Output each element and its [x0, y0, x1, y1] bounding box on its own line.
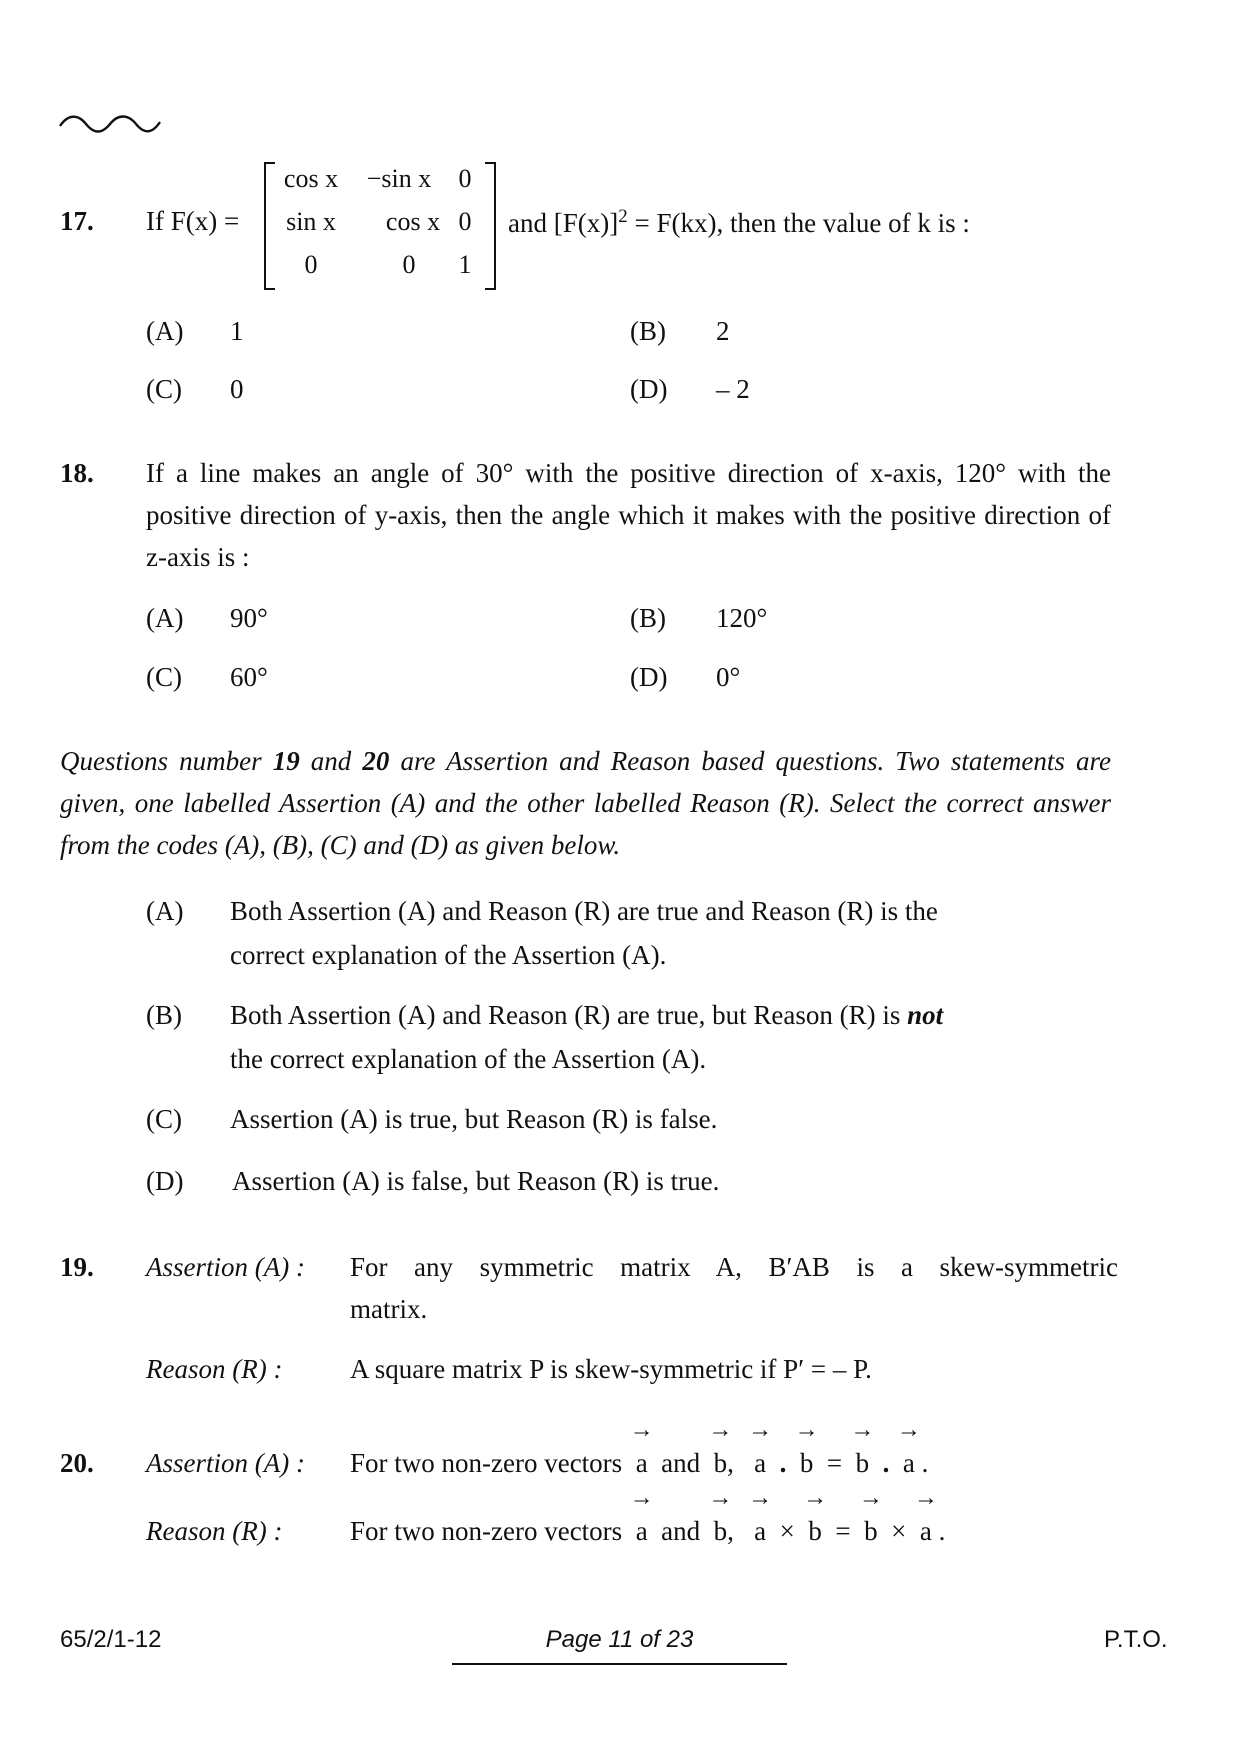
- paper-code: 65/2/1-12: [60, 1626, 162, 1653]
- instruction-text: are Assertion and Reason based questions. Two statements are given, one labelled Assertion (A) and the other labelled Reason (R). Select the correct answer from the codes (A), (B), (C) and (D) as given below.: [60, 746, 1111, 860]
- vector-letter: b: [808, 1516, 822, 1546]
- code-label: (C): [146, 1104, 182, 1134]
- vector-letter: b: [864, 1516, 878, 1546]
- reason-text: [350, 1485, 946, 1547]
- assertion-reason-instructions: [60, 740, 1111, 866]
- and-word: and: [661, 1516, 701, 1546]
- vector-arrow: →: [748, 1485, 773, 1511]
- question-suffix: [508, 206, 970, 239]
- assertion-text: matrix.: [350, 1294, 428, 1324]
- option-value: 0°: [716, 662, 741, 692]
- code-label: (D): [146, 1166, 184, 1196]
- and-word: and: [661, 1448, 701, 1478]
- suffix-text: and [F(x)]: [508, 208, 619, 238]
- option-value: 2: [716, 316, 730, 346]
- page-number: Page 11 of 23: [545, 1626, 694, 1653]
- period: .: [938, 1516, 946, 1546]
- code-text: Assertion (A) is false, but Reason (R) is true.: [232, 1166, 720, 1196]
- assertion-label: Assertion (A) :: [146, 1252, 305, 1282]
- vector-arrow: →: [748, 1417, 773, 1443]
- code-label: (B): [146, 1000, 182, 1030]
- vector-arrow: →: [794, 1417, 819, 1443]
- vector-arrow: →: [629, 1485, 654, 1511]
- vector-letter: a: [754, 1516, 767, 1546]
- vector-letter: a: [919, 1516, 932, 1546]
- question-number: 18.: [60, 458, 94, 488]
- option-label: (A): [146, 603, 184, 633]
- code-text: correct explanation of the Assertion (A).: [230, 940, 667, 970]
- vector-letter: b: [713, 1448, 728, 1478]
- period: .: [921, 1448, 929, 1478]
- vector-arrow: →: [708, 1485, 733, 1511]
- vector-a: [913, 1485, 938, 1547]
- assertion-text: [350, 1417, 929, 1479]
- code-text: Assertion (A) is true, but Reason (R) is false.: [230, 1104, 718, 1134]
- vector-a: [629, 1485, 654, 1547]
- matrix-cell: 0: [458, 207, 472, 236]
- option-label: (C): [146, 662, 182, 692]
- vector-b: [803, 1485, 828, 1547]
- matrix-right-bracket: [485, 162, 496, 290]
- code-text-part: Both Assertion (A) and Reason (R) are true, but Reason (R) is: [230, 1000, 908, 1030]
- page-number-underline: [452, 1663, 787, 1665]
- vector-b: [708, 1417, 733, 1479]
- vector-arrow: →: [896, 1417, 921, 1443]
- vector-a: [748, 1417, 773, 1479]
- comma: ,: [727, 1516, 734, 1546]
- dot-operator: .: [779, 1448, 787, 1478]
- vector-arrow: →: [629, 1417, 654, 1443]
- assertion-text: For any symmetric matrix A, B′AB is a skew-symmetric: [350, 1252, 1118, 1282]
- matrix-f-x: [264, 162, 496, 286]
- vector-letter: b: [713, 1516, 728, 1546]
- code-emphasis: not: [907, 1000, 944, 1030]
- vector-arrow: →: [913, 1485, 938, 1511]
- option-label: (A): [146, 316, 184, 346]
- pto-marker: P.T.O.: [1104, 1626, 1168, 1653]
- suffix-text: = F(kx), then the value of k is :: [627, 208, 970, 238]
- option-label: (D): [630, 662, 668, 692]
- equals-sign: =: [826, 1448, 843, 1478]
- code-label: (A): [146, 896, 184, 926]
- option-label: (B): [630, 603, 666, 633]
- option-value: 0: [230, 374, 244, 404]
- vector-letter: a: [635, 1516, 648, 1546]
- vector-a: [748, 1485, 773, 1547]
- vector-a: [629, 1417, 654, 1479]
- question-prefix: If F(x) =: [146, 206, 240, 236]
- vector-letter: a: [754, 1448, 767, 1478]
- option-value: 90°: [230, 603, 268, 633]
- matrix-cell: cos x: [385, 207, 441, 236]
- vector-arrow: →: [708, 1417, 733, 1443]
- question-number: 17.: [60, 206, 94, 236]
- option-label: (D): [630, 374, 668, 404]
- code-text: the correct explanation of the Assertion (A).: [230, 1044, 707, 1074]
- option-label: (C): [146, 374, 182, 404]
- cross-operator: ×: [779, 1516, 795, 1546]
- vector-arrow: →: [858, 1485, 883, 1511]
- vector-a: [896, 1417, 921, 1479]
- assertion-prefix: For two non-zero vectors: [350, 1448, 623, 1478]
- vector-arrow: →: [850, 1417, 875, 1443]
- matrix-cell: sin x: [286, 207, 336, 236]
- vector-letter: a: [635, 1448, 648, 1478]
- matrix-cell: 0: [402, 250, 416, 279]
- question-number: 20.: [60, 1448, 94, 1478]
- reason-prefix: For two non-zero vectors: [350, 1516, 623, 1546]
- instruction-bold-number: 19: [272, 746, 300, 776]
- matrix-cell: 0: [458, 164, 472, 193]
- comma: ,: [727, 1448, 734, 1478]
- matrix-left-bracket: [264, 162, 275, 290]
- instruction-bold-number: 20: [362, 746, 390, 776]
- question-text: If a line makes an angle of 30° with the positive direction of x-axis, 120° with the positive direction of y-axis, then the angle which it makes with the positive direction of z-axis is :: [146, 458, 1111, 572]
- instruction-text: and: [299, 746, 363, 776]
- cross-operator: ×: [891, 1516, 907, 1546]
- dot-operator: .: [882, 1448, 890, 1478]
- matrix-cell: 1: [458, 250, 472, 279]
- reason-label: Reason (R) :: [146, 1516, 283, 1546]
- wavy-mark-icon: [58, 112, 162, 136]
- option-value: – 2: [716, 374, 750, 404]
- reason-label: Reason (R) :: [146, 1354, 283, 1384]
- option-value: 1: [230, 316, 244, 346]
- assertion-label: Assertion (A) :: [146, 1448, 305, 1478]
- vector-letter: b: [799, 1448, 814, 1478]
- vector-letter: a: [902, 1448, 915, 1478]
- code-text: Both Assertion (A) and Reason (R) are true and Reason (R) is the: [230, 896, 938, 926]
- vector-letter: b: [855, 1448, 870, 1478]
- matrix-cell: cos x: [283, 164, 339, 193]
- vector-b: [858, 1485, 883, 1547]
- equals-sign: =: [835, 1516, 851, 1546]
- code-text: [230, 1000, 943, 1031]
- vector-b: [794, 1417, 819, 1479]
- vector-b: [708, 1485, 733, 1547]
- reason-text: A square matrix P is skew-symmetric if P′ = – P.: [350, 1354, 872, 1384]
- exponent: 2: [618, 206, 628, 227]
- instruction-text: Questions number: [60, 746, 273, 776]
- matrix-cell: 0: [304, 250, 318, 279]
- matrix-cell: −sin x: [366, 164, 432, 193]
- vector-b: [850, 1417, 875, 1479]
- option-value: 120°: [716, 603, 768, 633]
- option-label: (B): [630, 316, 666, 346]
- question-number: 19.: [60, 1252, 94, 1282]
- option-value: 60°: [230, 662, 268, 692]
- vector-arrow: →: [803, 1485, 828, 1511]
